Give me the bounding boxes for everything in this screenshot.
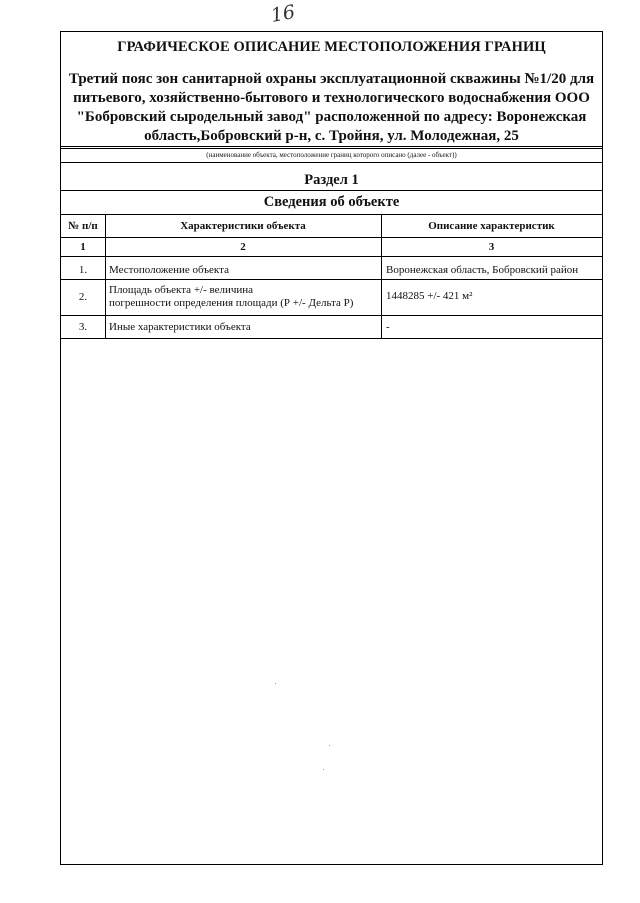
row-description: Воронежская область, Бобровский район — [386, 264, 579, 276]
scan-speck — [323, 769, 324, 770]
scan-speck — [329, 745, 330, 746]
table-row-divider — [61, 237, 602, 238]
column-number: 3 — [488, 241, 495, 253]
divider — [61, 190, 602, 191]
table-row-divider — [61, 315, 602, 316]
table-column-divider — [105, 214, 106, 338]
row-number: 2. — [78, 291, 88, 303]
object-name-line: "Бобровский сыродельный завод" расположенной по адресу: Воронежская — [76, 109, 587, 125]
header-characteristics: Характеристики объекта — [180, 220, 306, 232]
table-row-divider — [61, 338, 602, 339]
divider — [61, 146, 602, 147]
column-number: 2 — [240, 241, 246, 253]
table-column-divider — [381, 214, 382, 338]
row-characteristic: Иные характеристики объекта — [109, 321, 251, 333]
object-name-line: питьевого, хозяйственно-бытового и технологического водоснабжения ООО — [73, 90, 590, 106]
object-name-caption: (наименование объекта, местоположение границ которого описано (далее - объект)) — [206, 151, 457, 159]
row-number: 3. — [78, 321, 88, 333]
row-characteristic-line: погрешности определения площади (Р +/- Дельта Р) — [109, 297, 354, 309]
page-number: 16 — [269, 1, 297, 27]
document-title: ГРАФИЧЕСКОЕ ОПИСАНИЕ МЕСТОПОЛОЖЕНИЯ ГРАНИЦ — [117, 39, 546, 55]
section-subtitle: Сведения об объекте — [263, 194, 400, 210]
header-description: Описание характеристик — [428, 220, 555, 232]
row-number: 1. — [78, 264, 88, 276]
section-title: Раздел 1 — [304, 172, 359, 188]
row-characteristic-line: Площадь объекта +/- величина — [109, 284, 254, 296]
row-characteristic — [109, 284, 379, 310]
table-row-divider — [61, 279, 602, 280]
column-number: 1 — [80, 241, 86, 253]
divider — [61, 162, 602, 163]
row-description: 1448285 +/- 421 м² — [386, 290, 473, 302]
table-row-divider — [61, 256, 602, 257]
header-num: № п/п — [68, 220, 98, 232]
row-description: - — [386, 321, 390, 333]
document-frame — [60, 31, 603, 865]
divider — [61, 148, 602, 149]
object-name-line: область,Бобровский р-н, с. Тройня, ул. Молодежная, 25 — [144, 128, 519, 144]
object-name-line: Третий пояс зон санитарной охраны эксплуатационной скважины №1/20 для — [68, 71, 595, 87]
object-name — [65, 70, 598, 146]
scan-speck — [275, 683, 276, 684]
divider — [61, 214, 602, 215]
row-characteristic: Местоположение объекта — [109, 264, 229, 276]
